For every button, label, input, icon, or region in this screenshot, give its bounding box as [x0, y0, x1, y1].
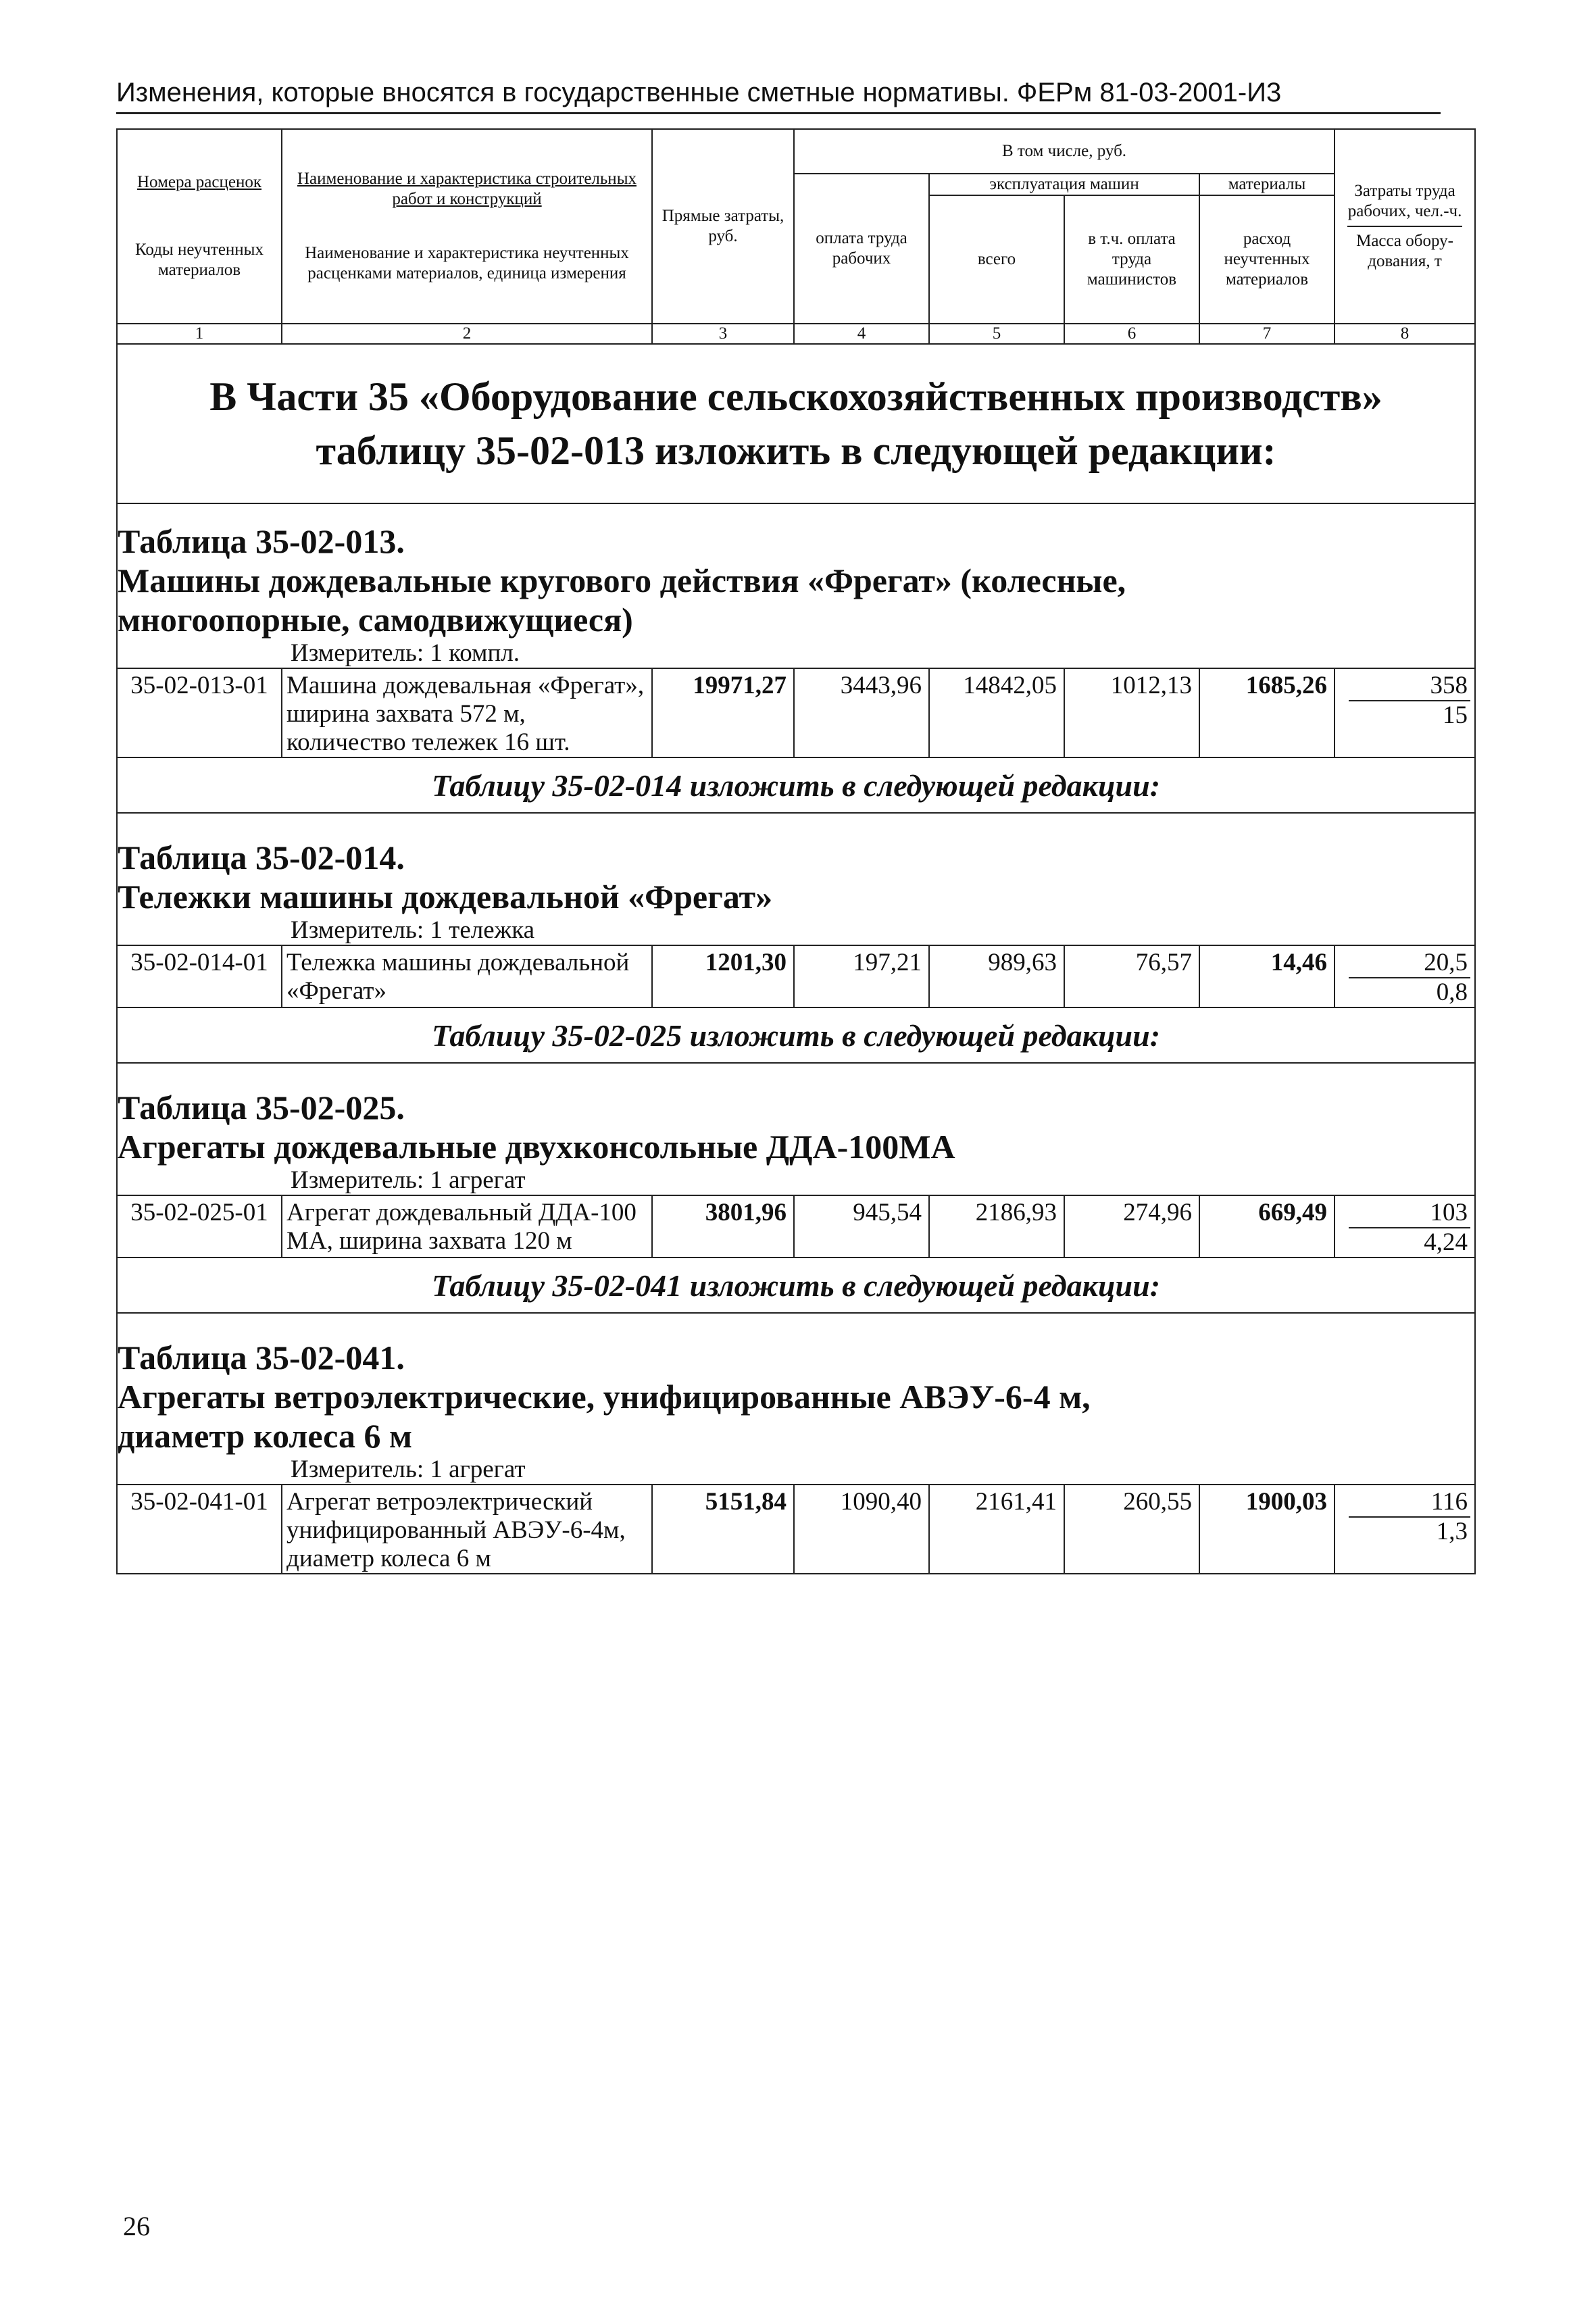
- instruction: Таблицу 35-02-041 изложить в следующей редакции:: [117, 1258, 1475, 1313]
- header-materials: материалы: [1199, 174, 1335, 195]
- section-title: Таблица 35-02-041. Агрегаты ветроэлектрические, унифицированные АВЭУ-6-4 м, диаметр колеса 6 м: [117, 1313, 1475, 1455]
- section-unit: Измеритель: 1 компл.: [117, 639, 1475, 668]
- labor-mass-cell: 103 4,24: [1335, 1195, 1475, 1258]
- section-unit: Измеритель: 1 агрегат: [117, 1455, 1475, 1485]
- section-title: Таблица 35-02-013. Машины дождевальные кругового действия «Фрегат» (колесные, многоопорные, самодвижущиеся): [117, 503, 1475, 639]
- header-operators-pay: в т.ч. оплата труда машинистов: [1064, 195, 1199, 324]
- labor-mass-cell: 20,5 0,8: [1335, 945, 1475, 1007]
- page-number: 26: [123, 2211, 150, 2241]
- table-row: 35-02-041-01 Агрегат ветроэлектрический унифицированный АВЭУ-6-4м, диаметр колеса 6 м 5151,84 1090,40 2161,41 260,55 1900,03 116 1,3: [117, 1485, 1475, 1574]
- labor-mass-cell: 358 15: [1335, 668, 1475, 757]
- header-machines-total: всего: [929, 195, 1064, 324]
- header-names: Наименование и характеристика строительных работ и конструкций Наименование и характеристика неучтенных расценками материалов, единица измерения: [282, 129, 652, 324]
- document-body: [116, 128, 1474, 1574]
- header-group: В том числе, руб.: [794, 129, 1335, 174]
- section-unit: Измеритель: 1 тележка: [117, 916, 1475, 945]
- section-title: Таблица 35-02-014. Тележки машины дождевальной «Фрегат»: [117, 813, 1475, 916]
- section-unit: Измеритель: 1 агрегат: [117, 1166, 1475, 1195]
- labor-mass-cell: 116 1,3: [1335, 1485, 1475, 1574]
- norms-table: [116, 128, 1476, 1574]
- table-row: 35-02-014-01 Тележка машины дождевальной «Фрегат» 1201,30 197,21 989,63 76,57 14,46 20,5 0,8: [117, 945, 1475, 1007]
- running-header: Изменения, которые вносятся в государственные сметные нормативы. ФЕРм 81-03-2001-И3: [116, 76, 1441, 114]
- instruction: Таблицу 35-02-014 изложить в следующей редакции:: [117, 757, 1475, 813]
- instruction: Таблицу 35-02-025 изложить в следующей редакции:: [117, 1007, 1475, 1063]
- header-direct-costs: Прямые затраты, руб.: [652, 129, 794, 324]
- header-codes: Номера расценок Коды неучтенных материалов: [117, 129, 282, 324]
- column-numbers: 1 2 3 4 5 6 7 8: [117, 324, 1475, 344]
- section-title: Таблица 35-02-025. Агрегаты дождевальные двухконсольные ДДА-100МА: [117, 1063, 1475, 1166]
- header-labor: Затраты труда рабочих, чел.-ч. Масса обору-дования, т: [1335, 129, 1475, 324]
- table-row: 35-02-025-01 Агрегат дождевальный ДДА-100 МА, ширина захвата 120 м 3801,96 945,54 2186,93 274,96 669,49 103 4,24: [117, 1195, 1475, 1258]
- header-labor-pay: оплата труда рабочих: [794, 174, 929, 324]
- header-machines: эксплуатация машин: [929, 174, 1199, 195]
- table-row: 35-02-013-01 Машина дождевальная «Фрегат», ширина захвата 572 м, количество тележек 16 шт. 19971,27 3443,96 14842,05 1012,13 1685,26 358 15: [117, 668, 1475, 757]
- header-materials-use: расход неучтенных материалов: [1199, 195, 1335, 324]
- part-heading: В Части 35 «Оборудование сельскохозяйственных производств» таблицу 35-02-013 изложить в следующей редакции:: [117, 344, 1475, 503]
